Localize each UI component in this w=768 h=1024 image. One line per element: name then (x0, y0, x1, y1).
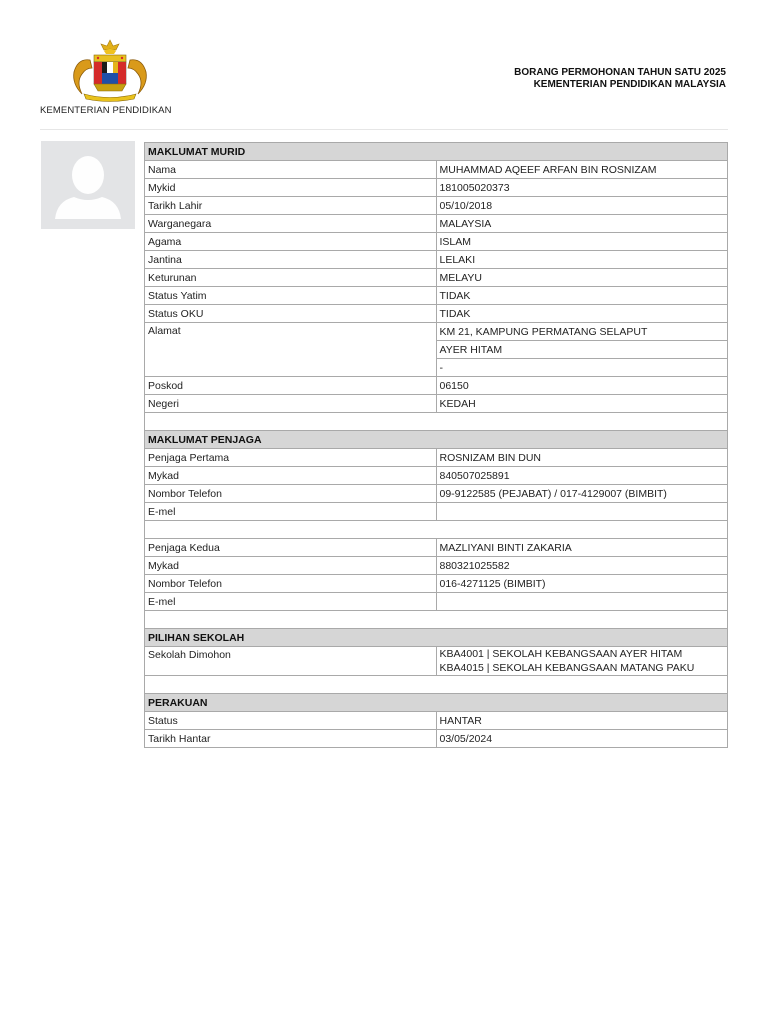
field-value: MUHAMMAD AQEEF ARFAN BIN ROSNIZAM (436, 161, 728, 179)
student-photo (41, 141, 135, 229)
section-header-murid (145, 143, 728, 161)
field-value: MAZLIYANI BINTI ZAKARIA (436, 539, 728, 557)
table-row (145, 593, 728, 611)
field-value: 181005020373 (436, 179, 728, 197)
field-label: Jantina (145, 251, 437, 269)
table-row (145, 647, 728, 676)
field-label: Negeri (145, 395, 437, 413)
field-label: Mykad (145, 557, 437, 575)
field-label: Penjaga Kedua (145, 539, 437, 557)
field-value: 880321025582 (436, 557, 728, 575)
spacer-row (145, 611, 728, 629)
field-label: Status OKU (145, 305, 437, 323)
section-title: PERAKUAN (145, 694, 728, 712)
ministry-name: KEMENTERIAN PENDIDIKAN (40, 105, 172, 116)
section-title: PILIHAN SEKOLAH (145, 629, 728, 647)
ministry-logo (40, 38, 180, 120)
table-row (145, 485, 728, 503)
spacer-cell (145, 521, 728, 539)
field-value: HANTAR (436, 712, 728, 730)
section-header-perakuan (145, 694, 728, 712)
field-label: Status Yatim (145, 287, 437, 305)
document-title-line1: BORANG PERMOHONAN TAHUN SATU 2025 (514, 67, 726, 78)
field-value: KEDAH (436, 395, 728, 413)
spacer-cell (145, 413, 728, 431)
field-label: Agama (145, 233, 437, 251)
school-choice-2: KBA4015 | SEKOLAH KEBANGSAAN MATANG PAKU (439, 662, 695, 674)
field-value: 840507025891 (436, 467, 728, 485)
field-label: Penjaga Pertama (145, 449, 437, 467)
field-label: Warganegara (145, 215, 437, 233)
field-label: Alamat (145, 323, 437, 377)
table-row (145, 323, 728, 341)
field-value: LELAKI (436, 251, 728, 269)
field-label: Status (145, 712, 437, 730)
spacer-cell (145, 611, 728, 629)
table-row (145, 233, 728, 251)
field-value: KM 21, KAMPUNG PERMATANG SELAPUT (436, 323, 728, 341)
application-form-table (144, 142, 728, 748)
field-value: 03/05/2024 (436, 730, 728, 748)
section-header-penjaga (145, 431, 728, 449)
spacer-row (145, 676, 728, 694)
header-divider (40, 129, 728, 130)
table-row (145, 287, 728, 305)
table-row (145, 557, 728, 575)
field-label: Nama (145, 161, 437, 179)
field-label: E-mel (145, 593, 437, 611)
table-row (145, 467, 728, 485)
field-value: AYER HITAM (436, 341, 728, 359)
table-row (145, 395, 728, 413)
field-value (436, 593, 728, 611)
field-value: MELAYU (436, 269, 728, 287)
table-row (145, 377, 728, 395)
table-row (145, 539, 728, 557)
field-label: Mykid (145, 179, 437, 197)
spacer-cell (145, 676, 728, 694)
field-value: 06150 (436, 377, 728, 395)
table-row (145, 503, 728, 521)
table-row (145, 712, 728, 730)
field-label: Nombor Telefon (145, 575, 437, 593)
school-choices (436, 647, 728, 676)
table-row (145, 197, 728, 215)
field-value: TIDAK (436, 287, 728, 305)
malaysia-coat-of-arms-icon (68, 38, 152, 104)
field-label: Keturunan (145, 269, 437, 287)
section-title: MAKLUMAT PENJAGA (145, 431, 728, 449)
field-value: 09-9122585 (PEJABAT) / 017-4129007 (BIMBIT) (436, 485, 728, 503)
field-label: Mykad (145, 467, 437, 485)
field-value: 016-4271125 (BIMBIT) (436, 575, 728, 593)
table-row (145, 251, 728, 269)
field-label: Tarikh Lahir (145, 197, 437, 215)
field-label: E-mel (145, 503, 437, 521)
school-choice-1: KBA4001 | SEKOLAH KEBANGSAAN AYER HITAM (439, 648, 683, 660)
table-row (145, 449, 728, 467)
field-value: ISLAM (436, 233, 728, 251)
table-row (145, 730, 728, 748)
table-row (145, 215, 728, 233)
table-row (145, 269, 728, 287)
field-value (436, 503, 728, 521)
field-label: Sekolah Dimohon (145, 647, 437, 676)
document-title-line2: KEMENTERIAN PENDIDIKAN MALAYSIA (533, 79, 726, 90)
spacer-row (145, 413, 728, 431)
field-label: Tarikh Hantar (145, 730, 437, 748)
field-value: MALAYSIA (436, 215, 728, 233)
table-row (145, 179, 728, 197)
field-value: ROSNIZAM BIN DUN (436, 449, 728, 467)
field-value: TIDAK (436, 305, 728, 323)
person-placeholder-icon (41, 141, 135, 229)
table-row (145, 305, 728, 323)
field-value: 05/10/2018 (436, 197, 728, 215)
field-label: Nombor Telefon (145, 485, 437, 503)
table-row (145, 161, 728, 179)
table-row (145, 575, 728, 593)
section-title: MAKLUMAT MURID (145, 143, 728, 161)
field-label: Poskod (145, 377, 437, 395)
document-title (514, 67, 726, 91)
section-header-sekolah (145, 629, 728, 647)
field-value: - (436, 359, 728, 377)
spacer-row (145, 521, 728, 539)
